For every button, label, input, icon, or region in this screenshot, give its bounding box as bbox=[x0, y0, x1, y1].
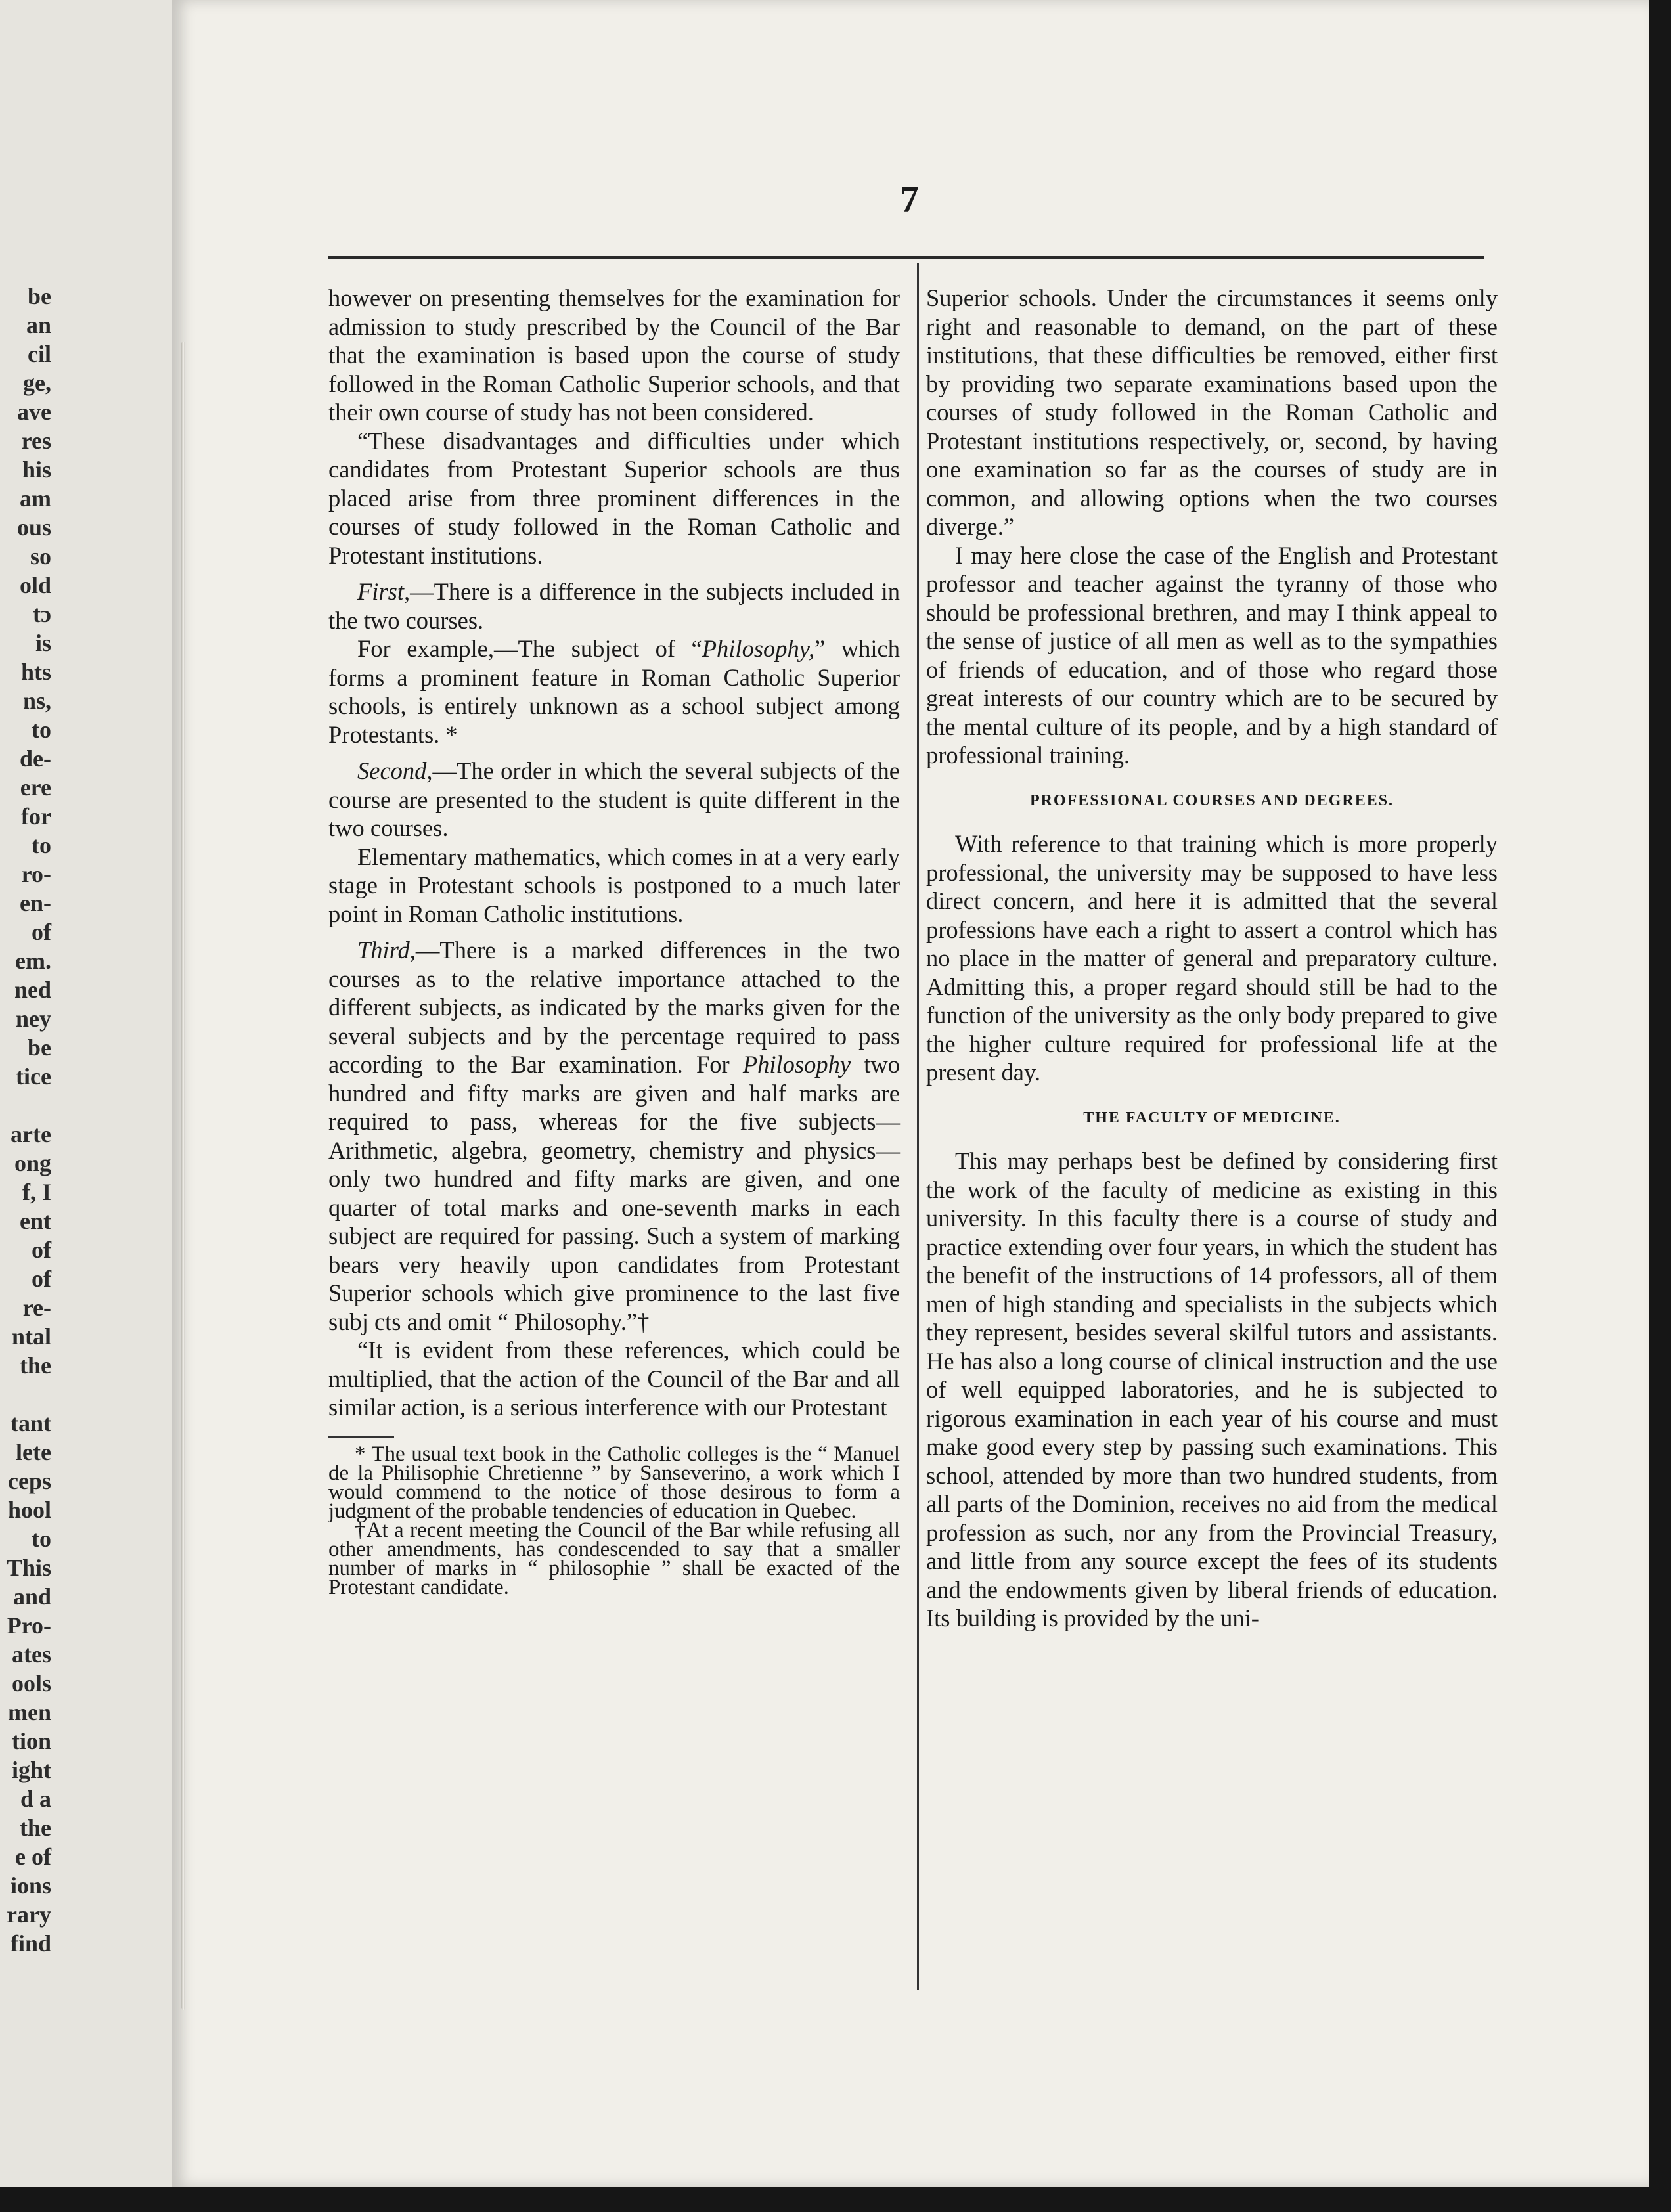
margin-fragment: ent bbox=[20, 1208, 51, 1234]
margin-fragment: to bbox=[32, 717, 51, 743]
margin-fragment: of bbox=[32, 1237, 51, 1263]
margin-fragment: e of bbox=[15, 1844, 51, 1870]
margin-fragment: tɔ bbox=[33, 601, 51, 627]
margin-fragment: f, I bbox=[22, 1179, 51, 1205]
margin-fragment: em. bbox=[15, 948, 51, 974]
paragraph bbox=[328, 634, 900, 749]
margin-fragment: be bbox=[28, 1034, 51, 1061]
margin-fragment: so bbox=[30, 543, 51, 569]
philosophy-term: Philosophy bbox=[742, 1051, 851, 1078]
margin-fragment: ous bbox=[16, 514, 51, 541]
left-column bbox=[328, 284, 900, 1597]
footnote: * The usual text book in the Catholic colleges is the “ Manuel de la Philisophie Chretienne ” by Sanseverino, a work which I would commend to the notice of those desirous to form a judgment of the probable tendencies of education in Quebec. bbox=[328, 1442, 900, 1523]
paragraph: Elementary mathematics, which comes in at a very early stage in Protestant schools is postponed to a much later point in Roman Catholic institutions. bbox=[328, 843, 900, 927]
margin-fragment: ntal bbox=[11, 1323, 51, 1350]
margin-fragment: cil bbox=[28, 341, 51, 367]
margin-fragment: of bbox=[32, 919, 51, 945]
paragraph: “It is evident from these references, which could be multiplied, that the action of the Council of the Bar and all similar action, is a serious interference with our Protestant bbox=[328, 1337, 900, 1421]
paragraph bbox=[328, 757, 900, 843]
margin-fragment: old bbox=[19, 572, 51, 598]
margin-fragment: and bbox=[12, 1583, 51, 1610]
paragraph bbox=[328, 936, 900, 1336]
margin-fragment: to bbox=[32, 832, 51, 858]
first-label: First, bbox=[357, 578, 411, 605]
margin-fragment: de- bbox=[20, 745, 51, 772]
margin-fragment: the bbox=[20, 1352, 51, 1379]
margin-fragment: to bbox=[32, 1526, 51, 1552]
margin-fragment: ools bbox=[11, 1670, 51, 1696]
paragraph: “These disadvantages and difficulties under which candidates from Protestant Superior schools are thus placed arise from three prominent differences in the courses of study followed in the Roman Catholic and Protestant institutions. bbox=[328, 427, 900, 569]
margin-fragment: ave bbox=[17, 399, 51, 425]
header-rule bbox=[328, 256, 1484, 259]
footnote-rule bbox=[328, 1436, 394, 1438]
margin-fragment: tice bbox=[16, 1063, 51, 1090]
margin-fragment: ceps bbox=[8, 1468, 51, 1494]
section-heading: THE FACULTY OF MEDICINE. bbox=[1083, 1109, 1341, 1126]
margin-fragment: am bbox=[20, 485, 51, 512]
margin-fragment: re- bbox=[22, 1294, 51, 1321]
margin-fragment: Pro- bbox=[7, 1612, 51, 1639]
margin-fragment: ates bbox=[12, 1641, 51, 1668]
margin-fragment: hts bbox=[20, 659, 51, 685]
margin-fragment: his bbox=[22, 456, 51, 483]
margin-fragment: hool bbox=[7, 1497, 51, 1523]
margin-fragment: the bbox=[20, 1815, 51, 1841]
page-number: 7 bbox=[900, 178, 919, 221]
margin-fragment: This bbox=[6, 1555, 51, 1581]
margin-fragment: ro- bbox=[21, 861, 51, 887]
margin-fragment: lete bbox=[16, 1439, 51, 1465]
paragraph bbox=[328, 577, 900, 634]
margin-fragment: tion bbox=[11, 1728, 51, 1754]
paragraph-text: For example,—The subject of “ bbox=[357, 635, 702, 662]
margin-fragment: ney bbox=[16, 1006, 51, 1032]
margin-fragment: ions bbox=[10, 1872, 51, 1899]
margin-fragment: for bbox=[21, 803, 51, 830]
margin-fragment: is bbox=[35, 630, 51, 656]
margin-fragment: en- bbox=[20, 890, 51, 916]
third-label: Third, bbox=[357, 937, 416, 963]
margin-fragment: ight bbox=[11, 1757, 51, 1783]
margin-fragment: rary bbox=[7, 1901, 51, 1928]
paragraph: Superior schools. Under the circumstances it seems only right and reasonable to demand, on the part of these institutions, that these difficulties be removed, either first by providing two separate examinations based upon the courses of study followed in the Roman Catholic and Protestant institutions respectively, or, second, by having one examination so far as the courses of study are in common, and allowing options when the two courses diverge.” bbox=[926, 284, 1498, 540]
paragraph: This may perhaps best be defined by considering first the work of the faculty of medicine as existing in this university. In this faculty there is a course of study and practice extending over four years, in which the student has the benefit of the instructions of 14 professors, all of them men of high standing and specialists in the subjects which they represent, besides several skilful tutors and assistants. He has also a long course of clinical instruction and the use of well equipped laboratories, and he is subjected to rigorous examination in each year of his course and must make good every step by passing such examinations. This school, attended by more than two hundred students, from all parts of the Dominion, receives no aid from the medical profession as such, nor any from the Provincial Treasury, and little from any source except the fees of its students and the endowments given by liberal friends of education. Its building is provided by the uni- bbox=[926, 1147, 1498, 1631]
margin-fragment: ong bbox=[14, 1150, 51, 1176]
margin-fragment: an bbox=[26, 312, 51, 338]
paragraph-text: two hundred and fifty marks are given and half marks are required to pass, whereas for the five subjects—Arithmetic, algebra, geometry, chemistry and physics—only two hundred and fifty marks are given, and one quarter of total marks and one-seventh marks in each subject are required for passing. Such a system of marking bears very heavily upon candidates from Protestant Superior schools which give prominence to the last five subj cts and omit “ Philosophy.”† bbox=[328, 1051, 900, 1335]
margin-fragment: arte bbox=[11, 1121, 51, 1147]
paragraph-text: —There is a difference in the subjects included in the two courses. bbox=[328, 578, 900, 634]
margin-fragment: men bbox=[8, 1699, 51, 1725]
paragraph: With reference to that training which is more properly professional, the university may be supposed to have less direct concern, and here it is admitted that the several professions have each a right to assert a control which has no place in the matter of general and preparatory culture. Admitting this, a proper regard should still be had to the function of the university as the only body prepared to give the higher culture required for professional life at the present day. bbox=[926, 830, 1498, 1086]
margin-fragment: ns, bbox=[22, 688, 51, 714]
adjacent-page-fragment bbox=[0, 0, 172, 2187]
margin-fragment: of bbox=[32, 1266, 51, 1292]
paragraph: I may here close the case of the English and Protestant professor and teacher against the tyranny of those who should be professional brethren, and may I think appeal to the sense of justice of all men as well as to the sympathies of friends of education, and of those who regard those great interests of our country which are to be secured by the mental culture of its people, and by a high standard of professional training. bbox=[926, 541, 1498, 768]
philosophy-term: Philosophy, bbox=[702, 635, 815, 662]
page-fold-shadow bbox=[181, 342, 185, 2010]
margin-fragment: ge, bbox=[23, 370, 51, 396]
paragraph: however on presenting themselves for the examination for admission to study prescribed by the Council of the Bar that the examination is based upon the course of study followed in the Roman Catholic Superior schools, and that their own course of study has not been considered. bbox=[328, 284, 900, 426]
margin-fragment: ned bbox=[14, 977, 51, 1003]
margin-fragment: ere bbox=[20, 774, 51, 801]
margin-fragment: be bbox=[28, 283, 51, 309]
paragraph-text: —There is a marked differences in the two courses as to the relative importance attached to the different subjects, as indicated by the marks given for the several subjects and by the percentage required to pass according to the Bar examination. For bbox=[328, 937, 900, 1078]
section-heading: PROFESSIONAL COURSES AND DEGREES. bbox=[1029, 791, 1394, 809]
right-column bbox=[926, 284, 1498, 1633]
margin-fragment: find bbox=[10, 1930, 51, 1957]
paragraph-text: ” which forms a prominent feature in Roman Catholic Superior schools, is entirely unknown as a school subject among Protestants. * bbox=[328, 635, 901, 748]
paragraph-text: —The order in which the several subjects of the course are presented to the student is quite different in the two courses. bbox=[328, 757, 900, 841]
margin-fragment: d a bbox=[20, 1786, 51, 1812]
footnotes bbox=[328, 1442, 900, 1599]
footnote: †At a recent meeting the Council of the Bar while refusing all other amendments, has condescended to say that a smaller number of marks in “ philosophie ” shall be exacted of the Protestant candidate. bbox=[328, 1518, 900, 1599]
margin-fragment: tant bbox=[11, 1410, 51, 1436]
second-label: Second, bbox=[357, 757, 433, 784]
column-divider bbox=[917, 263, 919, 1990]
margin-fragment: res bbox=[21, 428, 51, 454]
